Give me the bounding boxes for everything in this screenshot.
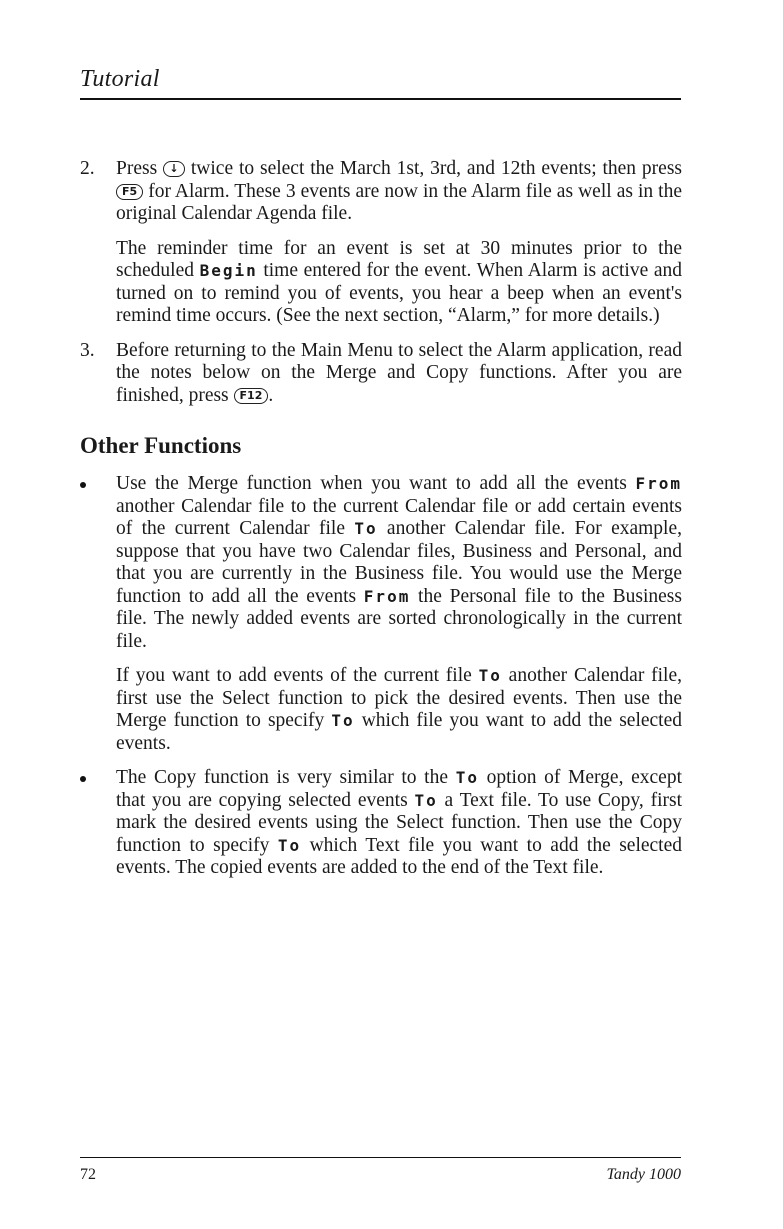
- code-from: From: [635, 474, 682, 493]
- footer-rule: [80, 1157, 681, 1158]
- section-heading: Other Functions: [80, 433, 242, 458]
- f12-key-icon: F12: [234, 388, 269, 404]
- merge-paragraph-2: If you want to add events of the current file To another Calendar file, first use the Select function to pick the desired events. Then use the Merge function to specify To which file you want to add the selected events.: [116, 665, 682, 754]
- step-3: [80, 340, 682, 408]
- footer-brand: Tandy 1000: [606, 1166, 681, 1183]
- page-number: 72: [80, 1166, 96, 1183]
- f5-key-icon: F5: [116, 184, 143, 200]
- code-to: To: [455, 768, 479, 787]
- step-number: 3.: [80, 339, 95, 361]
- step-3-paragraph-1: Before returning to the Main Menu to select the Alarm application, read the notes below on the Merge and Copy functions. After you are finished, press F12 .: [116, 339, 682, 406]
- code-begin: Begin: [199, 261, 258, 280]
- step-2-paragraph-1: Press ↓ twice to select the March 1st, 3rd, and 12th events; then press F5 for Alarm. These 3 events are now in the Alarm file as well as in the original Calendar Agenda file.: [116, 158, 682, 224]
- code-to: To: [277, 835, 302, 855]
- code-to: To: [331, 711, 355, 730]
- code-to: To: [354, 519, 378, 538]
- step-2: [80, 158, 682, 328]
- step-2-paragraph-2: The reminder time for an event is set at 30 minutes prior to the scheduled Begin time entered for the event. When Alarm is active and turned on to remind you of events, you hear a beep when an event's remind time occurs. (See the next section, “Alarm,” for more details.): [116, 237, 682, 326]
- code-to: To: [414, 790, 438, 810]
- page-header-title: Tutorial: [80, 66, 160, 92]
- down-arrow-key-icon: ↓: [163, 161, 185, 177]
- merge-paragraph-1: Use the Merge function when you want to add all the events From another Calendar file to the current Calendar file or add certain events of the current Calendar file To another Calendar file. For example, suppose that you have two Calendar files, Business and Personal, and that you are currently in the Business file. You would use the Merge function to add all the events From the Personal file to the Business file. The newly added events are sorted chronologically in the current file.: [116, 473, 682, 652]
- bullet-dot-icon: [80, 776, 86, 782]
- page-content: [80, 158, 682, 892]
- code-to: To: [478, 666, 502, 685]
- copy-paragraph-1: The Copy function is very similar to the To option of Merge, except that you are copying selected events To a Text file. To use Copy, first mark the desired events using the Select function. Then use the Copy function to specify To which Text file you want to add the selected events. The copied events are added to the end of the Text file.: [116, 767, 682, 878]
- code-from: From: [363, 586, 411, 606]
- header-rule: [80, 98, 681, 100]
- bullet-dot-icon: [80, 482, 86, 488]
- step-number: 2.: [80, 158, 95, 179]
- bullet-copy: [80, 767, 682, 880]
- bullet-merge: [80, 473, 682, 755]
